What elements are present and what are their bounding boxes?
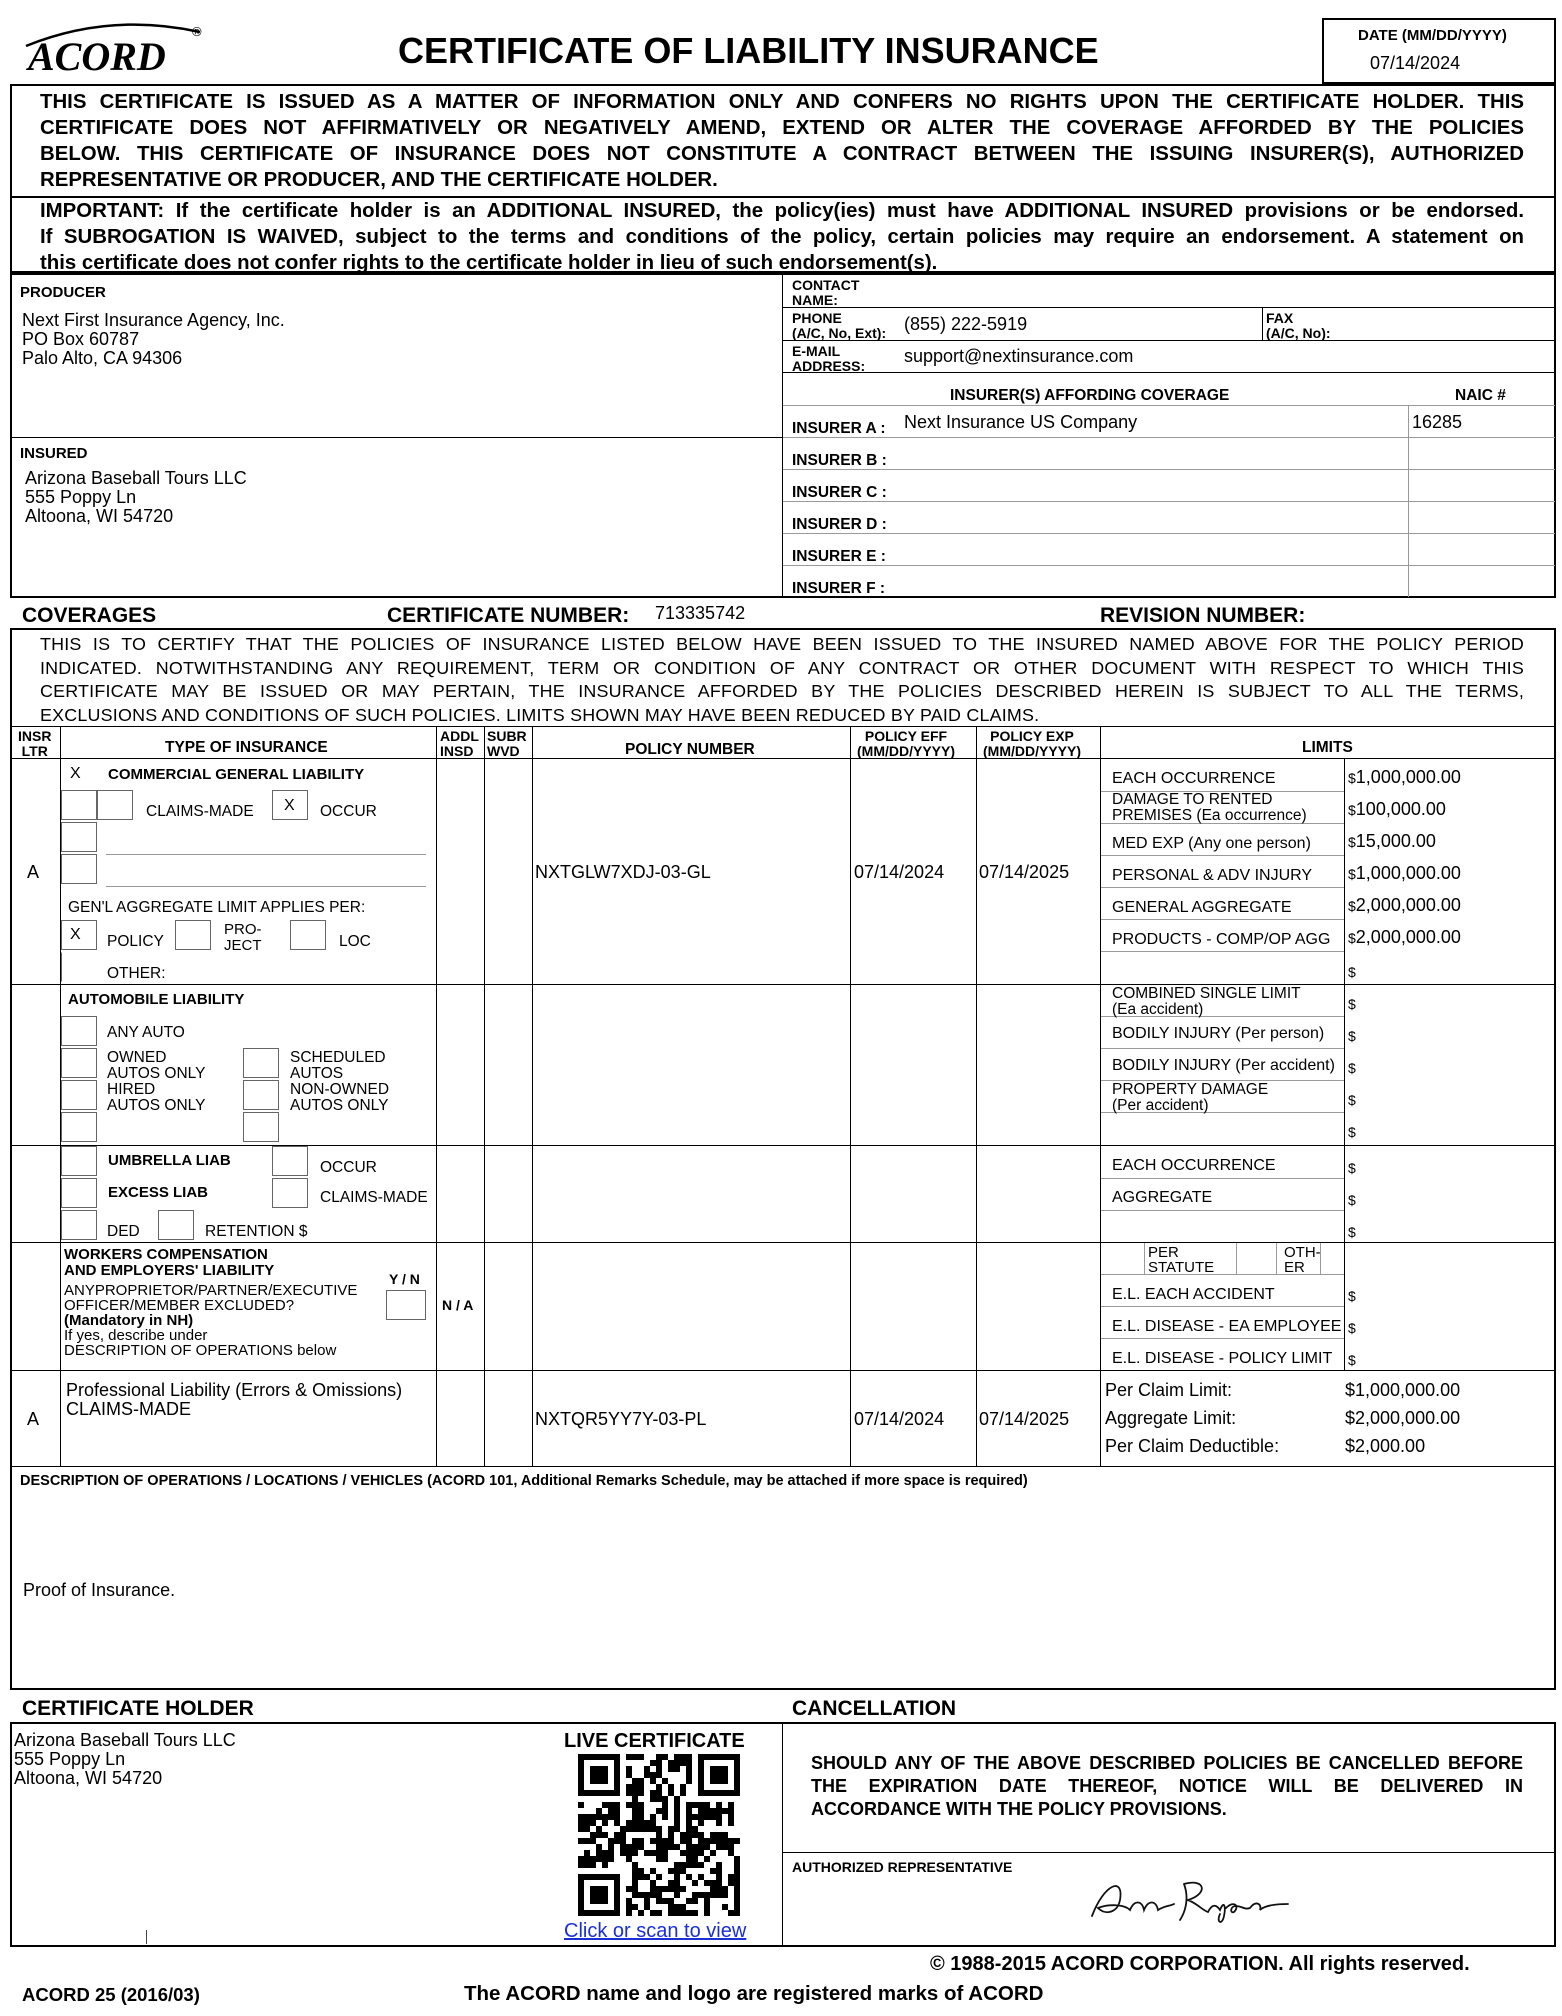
certificate-holder-label: CERTIFICATE HOLDER [22,1697,254,1720]
wc-other-label: OTH- ER [1284,1244,1321,1276]
email-label: E-MAIL ADDRESS: [792,343,866,374]
limit-el-each-value: $ [1348,1288,1356,1304]
authorized-rep-label: AUTHORIZED REPRESENTATIVE [792,1859,1013,1875]
gl-check-mark: X [70,765,81,782]
occur-check-mark: X [284,797,295,814]
limit-damage-rented-value: $100,000.00 [1348,799,1446,819]
phone-value: (855) 222-5919 [904,314,1028,334]
view-certificate-link[interactable]: Click or scan to view [564,1920,747,1942]
date-value: 07/14/2024 [1370,53,1461,73]
auto-title: AUTOMOBILE LIABILITY [68,991,245,1008]
umbrella-claims-made-checkbox [272,1178,308,1208]
limit-personal-adv-value: $1,000,000.00 [1348,863,1461,883]
other-checkbox [61,952,97,982]
limit-csl-value: $ [1348,996,1356,1012]
header-insr-ltr: INSR LTR [18,728,52,759]
pl-per-claim-value: $1,000,000.00 [1345,1380,1461,1400]
pl-deductible-value: $2,000.00 [1345,1436,1426,1456]
header-policy-exp: POLICY EXP (MM/DD/YYYY) [983,728,1081,759]
limit-pd-label: PROPERTY DAMAGE (Per accident) [1112,1081,1269,1115]
insurer-f-label: INSURER F : [792,580,885,597]
live-certificate-title: LIVE CERTIFICATE [564,1730,745,1752]
gl-blank-box-2 [61,854,97,884]
claims-made-checkbox [61,790,97,820]
logo-lettering: ACORD [28,34,166,78]
certificate-number: 713335742 [655,603,746,623]
insurer-e-label: INSURER E : [792,548,886,565]
notice-text: THIS CERTIFICATE IS ISSUED AS A MATTER OF INFORMATION ONLY AND CONFERS NO RIGHTS UPON THE CERTIFICATE HOLDER. THIS CERTIFICATE DOES NOT AFFIRMATIVELY OR NEGATIVELY AMEND, EXTEND OR ALTER THE COVERAGE AFFORDED BY THE POLICIES BELOW. THIS CERTIFICATE OF INSURANCE DOES NOT CONSTITUTE A CONTRACT BETWEEN THE ISSUING INSURER(S), AUTHORIZED REPRESENTATIVE OR PRODUCER, AND THE CERTIFICATE HOLDER. [40,91,1524,191]
insurer-c-label: INSURER C : [792,484,887,501]
limit-umbrella-each-value: $ [1348,1160,1356,1176]
header-subr-wvd: SUBR WVD [487,728,527,759]
insured-address-1: 555 Poppy Ln [25,487,137,507]
description-text: Proof of Insurance. [23,1580,176,1600]
limit-el-disease-pol-label: E.L. DISEASE - POLICY LIMIT [1112,1350,1333,1367]
hired-autos-checkbox [61,1080,97,1110]
project-label: PRO- JECT [224,921,262,954]
insurer-d-label: INSURER D : [792,516,887,533]
revision-number-label: REVISION NUMBER: [1100,604,1306,627]
owned-autos-label: OWNED AUTOS ONLY [107,1049,206,1083]
page-title: CERTIFICATE OF LIABILITY INSURANCE [398,30,1099,71]
limit-general-aggregate-value: $2,000,000.00 [1348,895,1461,915]
limit-products-label: PRODUCTS - COMP/OP AGG [1112,931,1331,948]
holder-address-1: 555 Poppy Ln [14,1749,126,1769]
wc-na-label: N / A [442,1297,474,1313]
limit-csl-label: COMBINED SINGLE LIMIT (Ea accident) [1112,985,1301,1019]
gl-policy-number: NXTGLW7XDJ-03-GL [535,862,711,882]
any-auto-label: ANY AUTO [107,1024,185,1041]
limit-bi-accident-label: BODILY INJURY (Per accident) [1112,1057,1335,1074]
acord-logo [20,18,210,78]
copyright-text: © 1988-2015 ACORD CORPORATION. All rights reserved. [930,1953,1470,1975]
naic-header: NAIC # [1455,387,1506,404]
loc-label: LOC [339,933,371,950]
header-policy-eff: POLICY EFF (MM/DD/YYYY) [857,728,955,759]
insurers-header: INSURER(S) AFFORDING COVERAGE [950,387,1230,404]
limit-bi-person-label: BODILY INJURY (Per person) [1112,1025,1325,1042]
limit-umbrella-agg-label: AGGREGATE [1112,1189,1213,1206]
gl-insr-ltr: A [27,862,40,882]
insurer-b-label: INSURER B : [792,452,887,469]
ded-checkbox [61,1210,97,1240]
limit-el-disease-pol-value: $ [1348,1352,1356,1368]
holder-name: Arizona Baseball Tours LLC [14,1730,236,1750]
policy-label: POLICY [107,933,164,950]
wc-officer-label: ANYPROPRIETOR/PARTNER/EXECUTIVE OFFICER/MEMBER EXCLUDED? (Mandatory in NH) If yes, describe under DESCRIPTION OF OPERATIONS below [64,1282,358,1359]
gl-title: COMMERCIAL GENERAL LIABILITY [108,766,365,783]
scheduled-autos-label: SCHEDULED AUTOS [290,1049,386,1083]
pl-eff-date: 07/14/2024 [854,1409,945,1429]
nonowned-autos-checkbox [243,1080,279,1110]
gen-agg-label: GEN'L AGGREGATE LIMIT APPLIES PER: [68,899,366,916]
header-policy-number: POLICY NUMBER [625,741,755,758]
umbrella-occur-label: OCCUR [320,1159,377,1176]
retention-label: RETENTION $ [205,1223,308,1240]
limit-gl-other-value: $ [1348,964,1356,980]
signature [1084,1870,1294,1926]
insurer-a-label: INSURER A : [792,420,886,437]
fax-label: FAX (A/C, No): [1266,310,1331,341]
limit-personal-adv-label: PERSONAL & ADV INJURY [1112,867,1313,884]
any-auto-checkbox [61,1016,97,1046]
limit-pd-value: $ [1348,1092,1356,1108]
pl-aggregate-label: Aggregate Limit: [1105,1408,1237,1428]
limit-each-occurrence-label: EACH OCCURRENCE [1112,770,1276,787]
hired-autos-label: HIRED AUTOS ONLY [107,1081,206,1115]
auto-blank-checkbox-1 [61,1112,97,1142]
email-value: support@nextinsurance.com [904,346,1134,366]
coverages-label: COVERAGES [22,604,157,627]
project-checkbox [175,920,211,950]
important-text: IMPORTANT: If the certificate holder is an ADDITIONAL INSURED, the policy(ies) must have ADDITIONAL INSURED provisions or be endorsed. If SUBROGATION IS WAIVED, subject to the terms and conditions of the policy, certain policies may require an endorsement. A statement on this certificate does not confer rights to the certificate holder in lieu of such endorsement(s). [40,200,1524,274]
excess-checkbox [61,1178,97,1208]
pl-policy-number: NXTQR5YY7Y-03-PL [535,1409,707,1429]
trademark-text: The ACORD name and logo are registered marks of ACORD [464,1982,1044,2005]
cancellation-label: CANCELLATION [792,1697,957,1720]
svg-text:®: ® [192,24,202,39]
wc-title: WORKERS COMPENSATION AND EMPLOYERS' LIABILITY [64,1246,275,1279]
limit-bi-person-value: $ [1348,1028,1356,1044]
limit-med-exp-label: MED EXP (Any one person) [1112,835,1311,852]
producer-address-2: Palo Alto, CA 94306 [22,348,183,368]
header-limits: LIMITS [1302,739,1353,756]
scheduled-autos-checkbox [243,1048,279,1078]
limit-each-occurrence-value: $1,000,000.00 [1348,767,1461,787]
limit-bi-accident-value: $ [1348,1060,1356,1076]
form-number: ACORD 25 (2016/03) [22,1984,200,2005]
pl-per-claim-label: Per Claim Limit: [1105,1380,1233,1400]
gl-exp-date: 07/14/2025 [979,862,1070,882]
umbrella-checkbox [61,1146,97,1176]
limit-auto-other-value: $ [1348,1124,1356,1140]
auto-blank-checkbox-2 [243,1112,279,1142]
pl-exp-date: 07/14/2025 [979,1409,1070,1429]
description-label: DESCRIPTION OF OPERATIONS / LOCATIONS / VEHICLES (ACORD 101, Additional Remarks Schedule, may be attached if more space is required) [20,1473,1028,1489]
pl-insr-ltr: A [27,1409,40,1429]
contact-name-label: CONTACT NAME: [792,277,860,308]
wc-excluded-checkbox [386,1290,426,1320]
coverage-table [10,628,1556,1690]
limit-el-each-label: E.L. EACH ACCIDENT [1112,1286,1275,1303]
certificate-number-label: CERTIFICATE NUMBER: [387,604,630,627]
retention-checkbox [158,1210,194,1240]
umbrella-label: UMBRELLA LIAB [108,1152,231,1169]
cancellation-text: SHOULD ANY OF THE ABOVE DESCRIBED POLICIES BE CANCELLED BEFORE THE EXPIRATION DATE THEREOF, NOTICE WILL BE DELIVERED IN ACCORDANCE WITH THE POLICY PROVISIONS. [811,1753,1523,1819]
wc-per-statute-label: PER STATUTE [1148,1244,1215,1276]
limit-el-disease-emp-label: E.L. DISEASE - EA EMPLOYEE [1112,1318,1342,1335]
insurer-a-naic: 16285 [1412,412,1463,432]
limit-umbrella-each-label: EACH OCCURRENCE [1112,1157,1276,1174]
loc-checkbox [290,920,326,950]
producer-address-1: PO Box 60787 [22,329,140,349]
policy-check-mark: X [70,926,81,943]
insured-label: INSURED [20,445,88,462]
limit-products-value: $2,000,000.00 [1348,927,1461,947]
claims-made-box2 [97,790,133,820]
owned-autos-checkbox [61,1048,97,1078]
limit-med-exp-value: $15,000.00 [1348,831,1436,851]
limit-umbrella-other-value: $ [1348,1224,1356,1240]
ded-label: DED [107,1223,140,1240]
excess-label: EXCESS LIAB [108,1184,209,1201]
wc-yn-label: Y / N [389,1271,420,1287]
limit-el-disease-emp-value: $ [1348,1320,1356,1336]
limit-damage-rented-label: DAMAGE TO RENTED PREMISES (Ea occurrence) [1112,791,1307,825]
umbrella-claims-made-label: CLAIMS-MADE [320,1189,428,1206]
limit-general-aggregate-label: GENERAL AGGREGATE [1112,899,1292,916]
pl-aggregate-value: $2,000,000.00 [1345,1408,1461,1428]
pl-deductible-label: Per Claim Deductible: [1105,1436,1280,1456]
pl-type: Professional Liability (Errors & Omissions) CLAIMS-MADE [66,1380,403,1419]
insured-address-2: Altoona, WI 54720 [25,506,174,526]
insured-name: Arizona Baseball Tours LLC [25,468,247,488]
other-label: OTHER: [107,965,166,982]
nonowned-autos-label: NON-OWNED AUTOS ONLY [290,1081,390,1115]
limit-umbrella-agg-value: $ [1348,1192,1356,1208]
header-addl-insd: ADDL INSD [440,728,479,759]
gl-eff-date: 07/14/2024 [854,862,945,882]
gl-blank-box-1 [61,822,97,852]
producer-name: Next First Insurance Agency, Inc. [22,310,285,330]
umbrella-occur-checkbox [272,1146,308,1176]
certify-text: THIS IS TO CERTIFY THAT THE POLICIES OF INSURANCE LISTED BELOW HAVE BEEN ISSUED TO THE INSURED NAMED ABOVE FOR THE POLICY PERIOD INDICATED. NOTWITHSTANDING ANY REQUIREMENT, TERM OR CONDITION OF ANY CONTRACT OR OTHER DOCUMENT WITH RESPECT TO WHICH THIS CERTIFICATE MAY BE ISSUED OR MAY PERTAIN, THE INSURANCE AFFORDED BY THE POLICIES DESCRIBED HEREIN IS SUBJECT TO ALL THE TERMS, EXCLUSIONS AND CONDITIONS OF SUCH POLICIES. LIMITS SHOWN MAY HAVE BEEN REDUCED BY PAID CLAIMS. [40,634,1524,725]
phone-label: PHONE (A/C, No, Ext): [792,310,887,341]
occur-label: OCCUR [320,803,377,820]
qr-code-icon[interactable] [578,1754,740,1916]
producer-label: PRODUCER [20,284,106,301]
date-label: DATE (MM/DD/YYYY) [1358,27,1507,44]
holder-address-2: Altoona, WI 54720 [14,1768,163,1788]
header-type: TYPE OF INSURANCE [165,739,328,756]
claims-made-label: CLAIMS-MADE [146,803,254,820]
insurer-a-name: Next Insurance US Company [904,412,1138,432]
